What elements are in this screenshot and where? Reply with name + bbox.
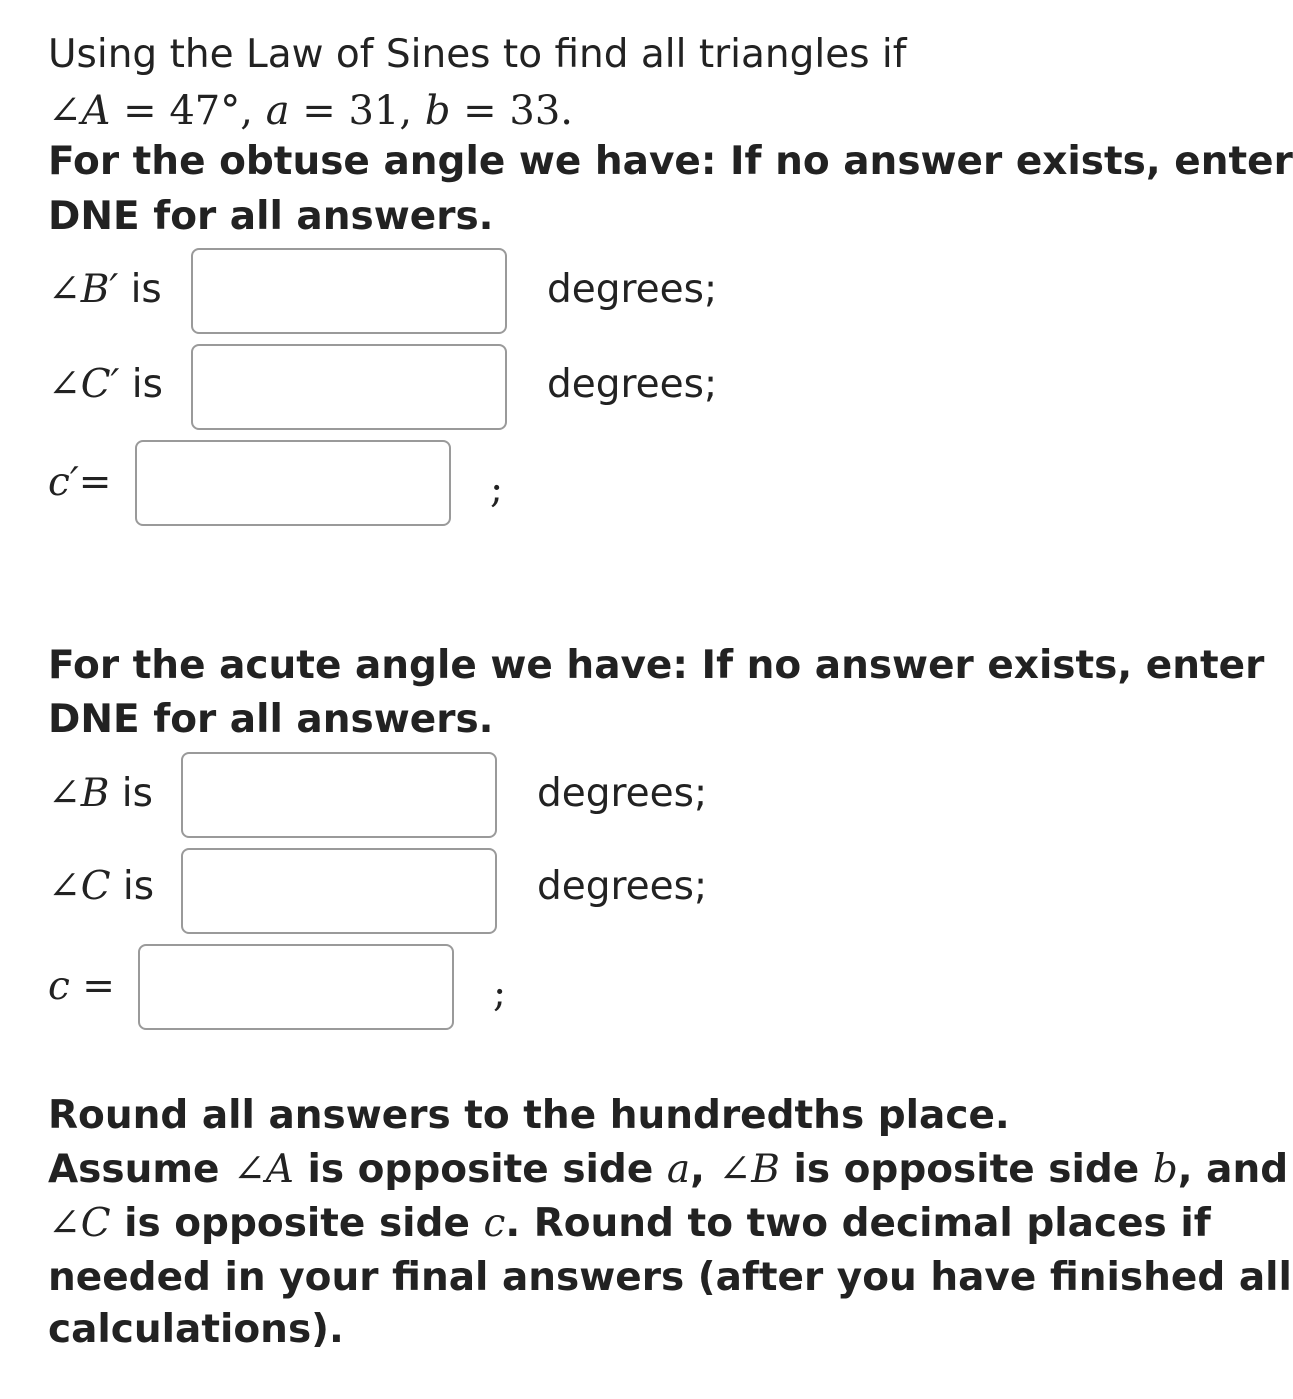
given-a-var: a	[265, 88, 290, 134]
given-angle-var: A	[81, 88, 111, 134]
obtuse-b-label	[48, 265, 162, 315]
obtuse-c-label	[48, 360, 163, 410]
obtuse-side-c-input[interactable]	[135, 440, 451, 526]
angle-icon: ∠	[48, 88, 82, 134]
footer-var-c-side: c	[483, 1201, 506, 1246]
acute-b-var: B	[80, 771, 110, 816]
footer-var-a-angle: A	[265, 1147, 294, 1192]
acute-angle-b-input[interactable]	[181, 752, 497, 838]
footer-text: is opposite side	[293, 1147, 667, 1192]
acute-c-suffix: is	[110, 864, 155, 909]
footer-line2	[48, 1145, 1288, 1195]
footer-var-c-angle: C	[80, 1201, 111, 1246]
obtuse-c-unit: degrees;	[547, 362, 718, 407]
obtuse-side-c-label	[48, 458, 111, 508]
angle-icon: ∠	[48, 864, 81, 909]
footer-text: ,	[690, 1147, 719, 1192]
footer-text: Assume	[48, 1147, 234, 1192]
obtuse-c-var: C′	[80, 362, 120, 407]
footer-text: is opposite side	[779, 1147, 1153, 1192]
obtuse-heading-line2: DNE for all answers.	[48, 194, 494, 239]
given-eq3: = 33.	[450, 88, 573, 134]
acute-side-c-unit: ;	[493, 971, 507, 1016]
obtuse-b-unit: degrees;	[547, 267, 718, 312]
acute-side-c-label	[48, 962, 115, 1012]
given-eq1: = 47°,	[110, 88, 266, 134]
obtuse-b-suffix: is	[118, 267, 162, 312]
angle-icon: ∠	[718, 1147, 752, 1192]
acute-b-label	[48, 769, 153, 819]
obtuse-b-var: B′	[80, 267, 119, 312]
footer-line5: calculations).	[48, 1307, 344, 1352]
acute-c-label	[48, 862, 154, 912]
acute-heading-line1: For the acute angle we have: If no answer exists, enter	[48, 643, 1265, 688]
footer-line3	[48, 1199, 1211, 1249]
footer-text: . Round to two decimal places if	[505, 1201, 1211, 1246]
angle-icon: ∠	[48, 267, 81, 312]
angle-icon: ∠	[48, 362, 81, 407]
footer-line1: Round all answers to the hundredths place.	[48, 1093, 1010, 1138]
acute-heading-line2: DNE for all answers.	[48, 697, 494, 742]
footer-var-b-angle: B	[751, 1147, 780, 1192]
obtuse-side-c-eq: =	[78, 460, 112, 505]
acute-b-unit: degrees;	[537, 771, 708, 816]
acute-c-var: C	[80, 864, 111, 909]
acute-side-c-eq: =	[69, 964, 115, 1009]
obtuse-heading-line1: For the obtuse angle we have: If no answer exists, enter	[48, 139, 1293, 184]
angle-icon: ∠	[48, 1201, 81, 1246]
footer-text: is opposite side	[110, 1201, 484, 1246]
given-eq2: = 31,	[289, 88, 425, 134]
given-values	[48, 86, 573, 136]
angle-icon: ∠	[233, 1147, 266, 1192]
angle-icon: ∠	[48, 771, 81, 816]
obtuse-side-c-unit: ;	[490, 467, 504, 512]
acute-side-c-input[interactable]	[138, 944, 454, 1030]
acute-b-suffix: is	[109, 771, 153, 816]
footer-text: , and	[1177, 1147, 1289, 1192]
acute-c-unit: degrees;	[537, 864, 708, 909]
intro-text: Using the Law of Sines to find all triangles if	[48, 32, 907, 77]
footer-var-a-side: a	[666, 1147, 691, 1192]
obtuse-side-c-var: c′	[48, 460, 79, 505]
acute-angle-c-input[interactable]	[181, 848, 497, 934]
acute-side-c-var: c	[48, 964, 70, 1009]
obtuse-angle-b-input[interactable]	[191, 248, 507, 334]
footer-var-b-side: b	[1152, 1147, 1178, 1192]
footer-line4: needed in your final answers (after you have finished all	[48, 1255, 1292, 1300]
obtuse-angle-c-input[interactable]	[191, 344, 507, 430]
obtuse-c-suffix: is	[119, 362, 163, 407]
given-b-var: b	[424, 88, 451, 134]
